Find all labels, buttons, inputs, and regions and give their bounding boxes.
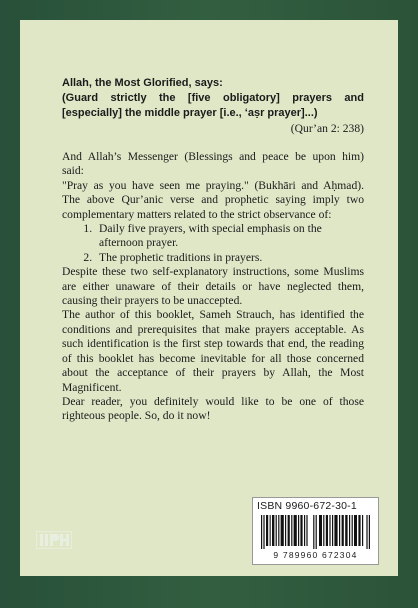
- para2-line3: complementary matters related to the strict observance of:: [62, 207, 332, 221]
- body-text: [62, 150, 364, 424]
- para5: Dear reader, you definitely would like to be one of those righteous people. So, do it now!: [62, 394, 364, 423]
- para4: The author of this booklet, Sameh Strauch, has identified the conditions and prerequisites that make prayers acceptable. As such identification is the first step towards that end, the reading of this booklet has become inevitable for all those concerned about the acceptance of their prayers by Allah, the Most Magnificent.: [62, 308, 364, 394]
- para1-line2: said:: [62, 164, 84, 178]
- para2-line2: The above Qur’anic verse and prophetic saying imply two: [62, 193, 364, 207]
- para3: Despite these two self-explanatory instructions, some Muslims are either unaware of their details or have neglected them, causing their prayers to be unaccepted.: [62, 265, 364, 308]
- quran-quote-block: [62, 76, 364, 136]
- quote-heading: Allah, the Most Glorified, says:: [62, 77, 223, 89]
- quote-reference: (Qur’an 2: 238): [290, 122, 364, 135]
- quote-line-1: (Guard strictly the [five obligatory] prayers and: [62, 92, 364, 104]
- barcode-icon: [261, 515, 371, 549]
- list-item: 1. Daily five prayers, with special emphasis on the afternoon prayer.: [95, 222, 329, 251]
- publisher-logo: [36, 531, 72, 554]
- isbn-label: ISBN 9960-672-30-1: [257, 500, 357, 512]
- quote-line-2: [especially] the middle prayer [i.e., ‘aṣr prayer]...): [62, 107, 318, 119]
- isbn-box: [252, 497, 379, 565]
- list-item: 2. The prophetic traditions in prayers.: [95, 251, 364, 265]
- para2-line1: "Pray as you have seen me praying." (Bukhāri and Aḥmad).: [62, 178, 364, 192]
- barcode-digits: 9 789960 672304: [273, 550, 358, 560]
- observance-list: [62, 222, 364, 265]
- para1-line1: And Allah’s Messenger (Blessings and peace be upon him): [62, 150, 364, 163]
